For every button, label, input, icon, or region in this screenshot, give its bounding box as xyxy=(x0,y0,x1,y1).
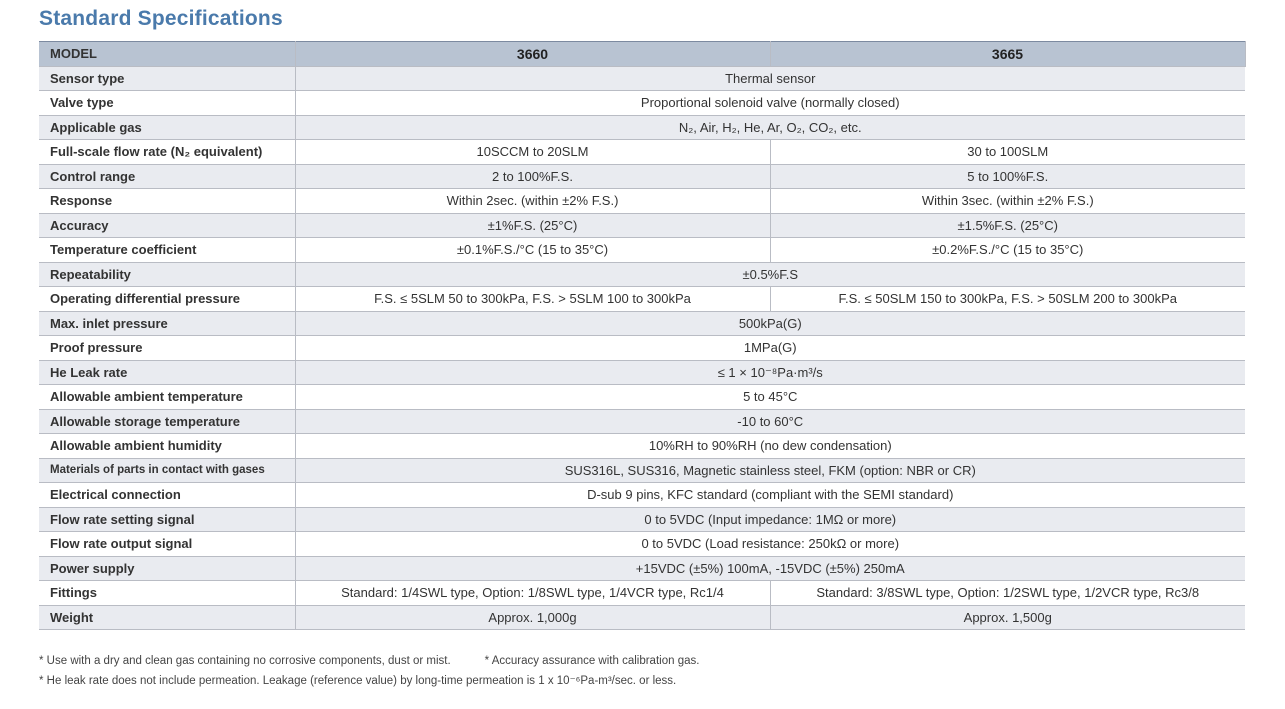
row-label: Temperature coefficient xyxy=(39,238,295,263)
row-value-3660: Approx. 1,000g xyxy=(295,605,770,630)
row-value: Thermal sensor xyxy=(295,66,1245,91)
row-label: Allowable storage temperature xyxy=(39,409,295,434)
row-label: Flow rate output signal xyxy=(39,532,295,557)
row-label: Allowable ambient humidity xyxy=(39,434,295,459)
row-value: 10%RH to 90%RH (no dew condensation) xyxy=(295,434,1245,459)
row-label: Flow rate setting signal xyxy=(39,507,295,532)
table-row xyxy=(39,556,1245,581)
table-row xyxy=(39,189,1245,214)
page-title: Standard Specifications xyxy=(39,7,283,30)
row-label: Accuracy xyxy=(39,213,295,238)
row-value-3660: 2 to 100%F.S. xyxy=(295,164,770,189)
table-row xyxy=(39,91,1245,116)
row-label: Sensor type xyxy=(39,66,295,91)
table-row xyxy=(39,164,1245,189)
row-value: Proportional solenoid valve (normally closed) xyxy=(295,91,1245,116)
row-label: Proof pressure xyxy=(39,336,295,361)
table-header-row xyxy=(39,42,1245,67)
specifications-table xyxy=(39,41,1246,630)
table-row xyxy=(39,483,1245,508)
row-label: Power supply xyxy=(39,556,295,581)
table-row xyxy=(39,66,1245,91)
row-value-3665: ±1.5%F.S. (25°C) xyxy=(770,213,1245,238)
table-row xyxy=(39,287,1245,312)
row-value: N₂, Air, H₂, He, Ar, O₂, CO₂, etc. xyxy=(295,115,1245,140)
row-value: 0 to 5VDC (Input impedance: 1MΩ or more) xyxy=(295,507,1245,532)
row-label: Electrical connection xyxy=(39,483,295,508)
row-value-3660: ±0.1%F.S./°C (15 to 35°C) xyxy=(295,238,770,263)
footnotes xyxy=(39,651,699,691)
row-label: Control range xyxy=(39,164,295,189)
row-value: SUS316L, SUS316, Magnetic stainless steel, FKM (option: NBR or CR) xyxy=(295,458,1245,483)
row-value-3660: F.S. ≤ 5SLM 50 to 300kPa, F.S. > 5SLM 100 to 300kPa xyxy=(295,287,770,312)
row-value: 1MPa(G) xyxy=(295,336,1245,361)
table-row xyxy=(39,409,1245,434)
footnote-dry-gas: * Use with a dry and clean gas containing no corrosive components, dust or mist. xyxy=(39,655,451,667)
row-value-3665: Within 3sec. (within ±2% F.S.) xyxy=(770,189,1245,214)
row-value-3660: Standard: 1/4SWL type, Option: 1/8SWL type, 1/4VCR type, Rc1/4 xyxy=(295,581,770,606)
row-label: Max. inlet pressure xyxy=(39,311,295,336)
row-value-3665: 30 to 100SLM xyxy=(770,140,1245,165)
row-value: -10 to 60°C xyxy=(295,409,1245,434)
row-value-3660: 10SCCM to 20SLM xyxy=(295,140,770,165)
row-label: Response xyxy=(39,189,295,214)
table-row xyxy=(39,385,1245,410)
table-row xyxy=(39,115,1245,140)
table-row xyxy=(39,262,1245,287)
row-value-3665: Standard: 3/8SWL type, Option: 1/2SWL type, 1/2VCR type, Rc3/8 xyxy=(770,581,1245,606)
table-row xyxy=(39,213,1245,238)
table-row xyxy=(39,311,1245,336)
footnote-line xyxy=(39,671,699,691)
footnote-calibration: * Accuracy assurance with calibration gas. xyxy=(484,655,700,667)
row-value-3665: ±0.2%F.S./°C (15 to 35°C) xyxy=(770,238,1245,263)
header-model-3660: 3660 xyxy=(295,42,770,67)
row-value: ≤ 1 × 10⁻⁸Pa·m³/s xyxy=(295,360,1245,385)
header-model-label: MODEL xyxy=(39,42,295,67)
row-value-3665: Approx. 1,500g xyxy=(770,605,1245,630)
table-row xyxy=(39,458,1245,483)
row-value-3660: Within 2sec. (within ±2% F.S.) xyxy=(295,189,770,214)
row-value: 0 to 5VDC (Load resistance: 250kΩ or more) xyxy=(295,532,1245,557)
row-value-3665: 5 to 100%F.S. xyxy=(770,164,1245,189)
row-value-3665: F.S. ≤ 50SLM 150 to 300kPa, F.S. > 50SLM 200 to 300kPa xyxy=(770,287,1245,312)
table-row xyxy=(39,140,1245,165)
table-row xyxy=(39,238,1245,263)
row-value: D-sub 9 pins, KFC standard (compliant with the SEMI standard) xyxy=(295,483,1245,508)
footnote-leak-rate: * He leak rate does not include permeation. Leakage (reference value) by long-time permeation is 1 x 10⁻⁶Pa-m³/sec. or less. xyxy=(39,675,677,687)
table-row xyxy=(39,360,1245,385)
row-label: He Leak rate xyxy=(39,360,295,385)
header-model-3665: 3665 xyxy=(770,42,1245,67)
row-label: Full-scale flow rate (N₂ equivalent) xyxy=(39,140,295,165)
table-row xyxy=(39,605,1245,630)
table-row xyxy=(39,507,1245,532)
footnote-line xyxy=(39,651,699,671)
row-label: Repeatability xyxy=(39,262,295,287)
table-row xyxy=(39,532,1245,557)
table-row xyxy=(39,581,1245,606)
row-value: ±0.5%F.S xyxy=(295,262,1245,287)
table-row xyxy=(39,434,1245,459)
row-label: Weight xyxy=(39,605,295,630)
row-label: Allowable ambient temperature xyxy=(39,385,295,410)
table-row xyxy=(39,336,1245,361)
row-label: Applicable gas xyxy=(39,115,295,140)
row-label: Materials of parts in contact with gases xyxy=(39,458,295,483)
row-value-3660: ±1%F.S. (25°C) xyxy=(295,213,770,238)
row-value: +15VDC (±5%) 100mA, -15VDC (±5%) 250mA xyxy=(295,556,1245,581)
row-value: 500kPa(G) xyxy=(295,311,1245,336)
row-label: Operating differential pressure xyxy=(39,287,295,312)
row-value: 5 to 45°C xyxy=(295,385,1245,410)
row-label: Fittings xyxy=(39,581,295,606)
row-label: Valve type xyxy=(39,91,295,116)
